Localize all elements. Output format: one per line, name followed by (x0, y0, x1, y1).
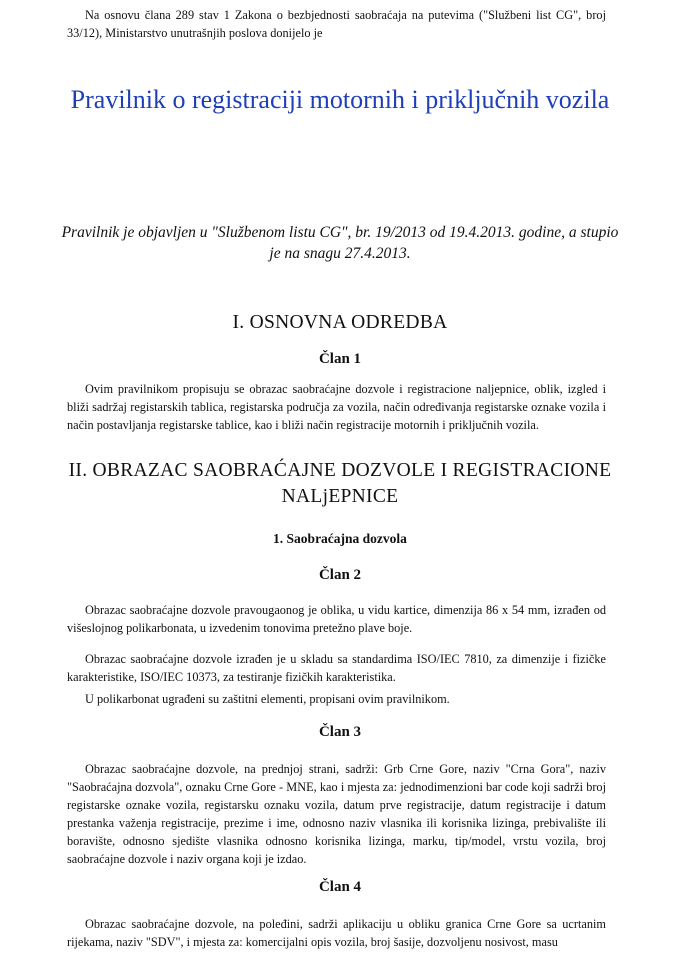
article-2-label: Član 2 (318, 567, 362, 583)
section-heading-2: II. OBRAZAC SAOBRAĆAJNE DOZVOLE I REGISTRACIONE NALjEPNICE (68, 460, 612, 507)
intro-paragraph: Na osnovu člana 289 stav 1 Zakona o bezbjednosti saobraćaja na putevima ("Službeni list CG", broj 33/12), Ministarstvo unutrašnjih poslova donijelo je (67, 8, 606, 40)
publication-note: Pravilnik je objavljen u "Službenom listu CG", br. 19/2013 od 19.4.2013. godine, a stupio je na snagu 27.4.2013. (61, 224, 619, 262)
article-4-paragraph: Obrazac saobraćajne dozvole, na poleđini, sadrži aplikaciju u obliku granica Crne Gore sa ucrtanim rijekama, naziv "SDV", i mjesta za: komercijalni opis vozila, broj šasije, dozvoljenu nosivost, masu (67, 917, 606, 949)
article-2-paragraph-3: U polikarbonat ugrađeni su zaštitni elementi, propisani ovim pravilnikom. (85, 692, 450, 706)
document-title: Pravilnik o registraciji motornih i priključnih vozila (70, 85, 610, 114)
article-3-label: Član 3 (318, 724, 362, 740)
section-heading-1: I. OSNOVNA ODREDBA (232, 312, 448, 333)
subheading-saobracajna-dozvola: 1. Saobraćajna dozvola (273, 531, 407, 546)
article-2-paragraph-1: Obrazac saobraćajne dozvole pravougaonog je oblika, u vidu kartice, dimenzija 86 x 54 mm, izrađen od višeslojnog polikarbonata, u izvedenim tonovima pretežno plave boje. (67, 603, 606, 635)
article-1-paragraph: Ovim pravilnikom propisuju se obrazac saobraćajne dozvole i registracione naljepnice, oblik, izgled i bliži sadržaj registarskih tablica, registarska područja za vozila, način određivanja registarske oznake vozila i način postavljanja registarske tablice, kao i bliži način registracije motornih i priključnih vozila. (67, 382, 606, 432)
article-4-label: Član 4 (318, 879, 362, 895)
article-1-label: Član 1 (318, 351, 362, 367)
article-3-paragraph: Obrazac saobraćajne dozvole, na prednjoj strani, sadrži: Grb Crne Gore, naziv "Crna Gora", naziv "Saobraćajna dozvola", oznaku Crne Gore - MNE, kao i mjesta za: jednodimenzioni bar code koji sadrži broj registarske oznake vozila, registarsku oznaku vozila, datum prve registracije, datum registracije i datum prestanka važenja registracije, prezime i ime, odnosno naziv vlasnika ili korisnika lizinga, prebivalište ili boravište, odnosno sjedište vlasnika odnosno korisnika lizinga, marku, tip/model, vrstu vozila, broj saobraćajne dozvole i naziv organa koji je izdao. (67, 762, 606, 866)
article-2-paragraph-2: Obrazac saobraćajne dozvole izrađen je u skladu sa standardima ISO/IEC 7810, za dimenzije i fizičke karakteristike, ISO/IEC 10373, za testiranje fizičkih karakteristika. (67, 652, 606, 684)
